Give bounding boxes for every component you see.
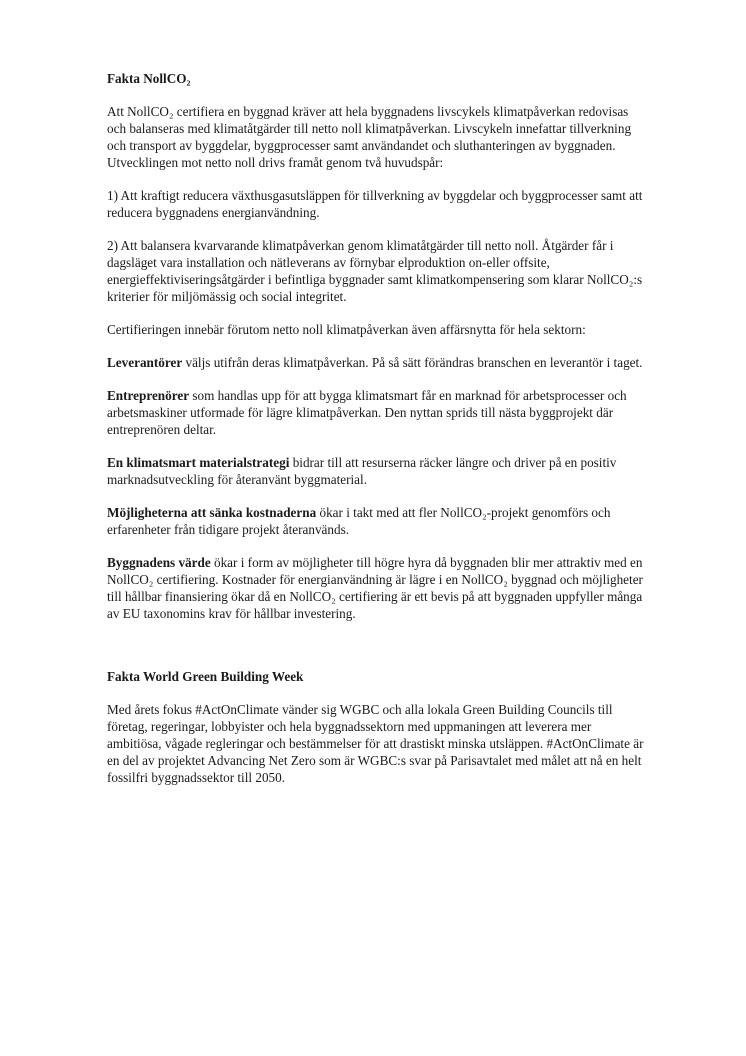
- benefit-text: ökar i takt med att fler NollCO₂-projekt genomförs och erfarenheter från tidigare projekt återanvänds.: [107, 505, 611, 537]
- benefit-lead: Entreprenörer: [107, 388, 190, 403]
- point-two-paragraph: 2) Att balansera kvarvarande klimatpåverkan genom klimatåtgärder till netto noll. Åtgärder får i dagsläget vara installation och nätleverans av förnybar elproduktion on-eller offsite, energieffektiviseringsåtgärder i befintliga byggnader samt klimatkompensering som klarar NollCO₂:s kriterier för miljömässig och social integritet.: [107, 238, 643, 304]
- point-one-paragraph: 1) Att kraftigt reducera växthusgasutsläppen för tillverkning av byggdelar och byggprocesser samt att reducera byggnadens energianvändning.: [107, 188, 643, 220]
- benefit-lead: En klimatsmart materialstrategi: [107, 455, 290, 470]
- benefit-paragraph: [107, 554, 647, 622]
- benefit-paragraph: [107, 454, 647, 488]
- benefit-paragraph: [107, 354, 647, 371]
- intro-paragraph: Att NollCO₂ certifiera en byggnad kräver att hela byggnadens livscykels klimatpåverkan redovisas och balanseras med klimatåtgärder till netto noll klimatpåverkan. Livscykeln innefattar tillverkning och transport av byggdelar, byggprocesser samt användandet och sluthanteringen av byggnaden. Utvecklingen mot netto noll drivs framåt genom två huvudspår:: [107, 104, 632, 170]
- benefit-paragraph: [107, 387, 647, 438]
- benefit-paragraph: [107, 504, 647, 538]
- section-title-wgbw: Fakta World Green Building Week: [107, 669, 304, 684]
- benefit-lead: Möjligheterna att sänka kostnaderna: [107, 505, 317, 520]
- benefits-intro-paragraph: Certifieringen innebär förutom netto noll klimatpåverkan även affärsnytta för hela sektorn:: [107, 322, 586, 337]
- benefit-lead: Byggnadens värde: [107, 555, 211, 570]
- document-page: [107, 70, 647, 802]
- section-title-nollco2: Fakta NollCO₂: [107, 71, 191, 86]
- benefit-text: som handlas upp för att bygga klimatsmart får en marknad för arbetsprocesser och arbetsmaskiner utformade för lägre klimatpåverkan. Den nyttan sprids till nästa byggprojekt där entreprenören deltar.: [107, 388, 627, 437]
- benefit-text: ökar i form av möjligheter till högre hyra då byggnaden blir mer attraktiv med en NollCO₂ certifiering. Kostnader för energianvändning är lägre i en NollCO₂ byggnad och möjligheter till hållbar finansiering ökar då en NollCO₂ certifiering är ett bevis på att byggnaden uppfyller många av EU taxonomins krav för hållbar investering.: [107, 555, 643, 621]
- wgbw-paragraph: Med årets fokus #ActOnClimate vänder sig WGBC och alla lokala Green Building Councils till företag, regeringar, lobbyister och hela byggnadssektorn med uppmaningen att leverera mer ambitiösa, vågade regleringar och bestämmelser för att drastiskt minska utsläppen. #ActOnClimate är en del av projektet Advancing Net Zero som är WGBC:s svar på Parisavtalet med målet att nå en helt fossilfri byggnadssektor till 2050.: [107, 702, 644, 785]
- benefit-text: bidrar till att resurserna räcker längre och driver på en positiv marknadsutveckling för återanvänt byggmaterial.: [107, 455, 617, 487]
- benefit-text: väljs utifrån deras klimatpåverkan. På så sätt förändras branschen en leverantör i taget.: [182, 355, 643, 370]
- benefit-lead: Leverantörer: [107, 355, 183, 370]
